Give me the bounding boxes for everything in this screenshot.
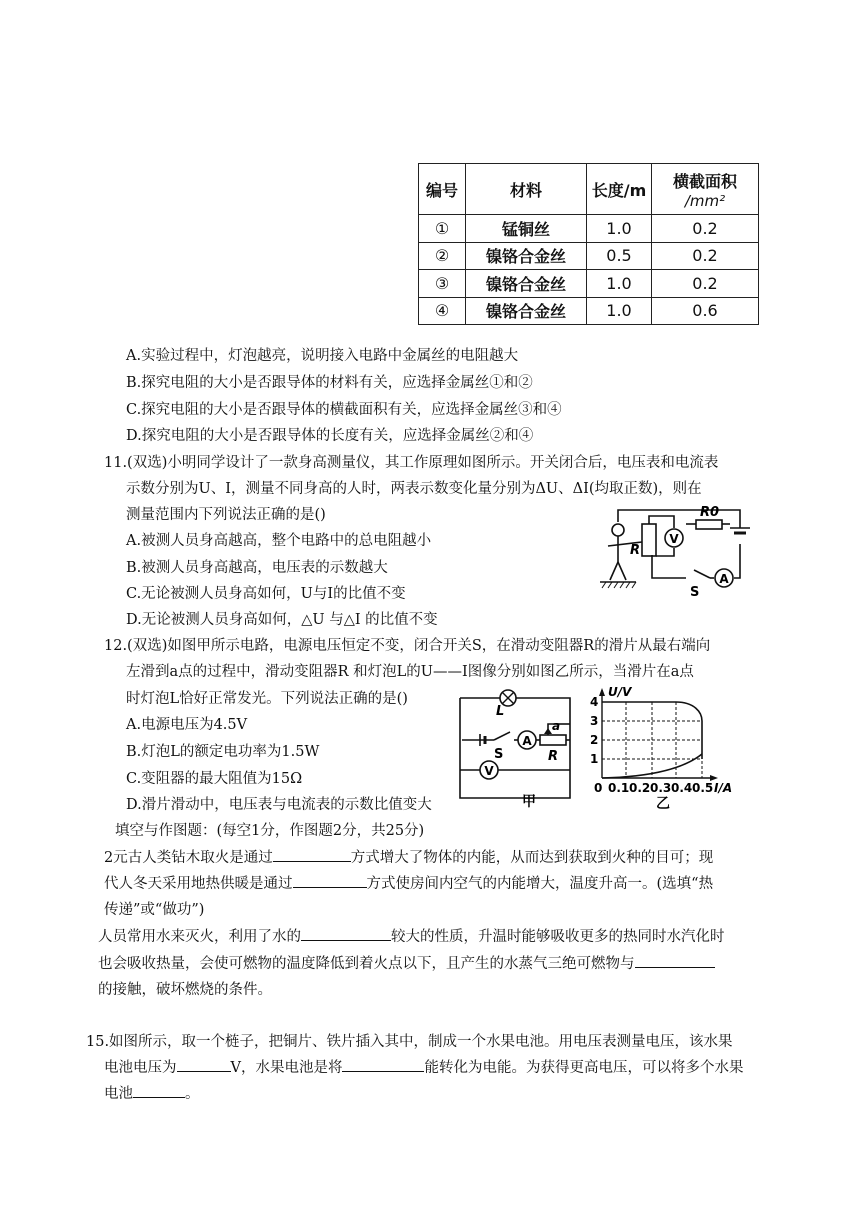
q13-line2 [104,872,713,893]
q12-option-c: C.变阻器的最大阻值为15Ω [126,771,303,787]
q14-text: 也会吸收热量，会使可燃物的温度降低到着火点以下，且产生的水蒸气三绝可燃物与 [98,956,635,972]
header-area-label: 横截面积 [672,171,737,191]
q13-text: 2元古人类钻木取火是通过 [104,850,273,866]
r0-label: R0 [700,505,720,520]
circuit-jia [452,688,578,808]
q15-text: 。 [185,1086,200,1102]
cell-length: 1.0 [587,270,652,298]
cell-length: 1.0 [587,297,652,325]
cell-material: 镍铬合金丝 [466,242,587,270]
q14-line3: 的接触，破坏燃烧的条件。 [98,982,272,998]
cell-area: 0.2 [652,242,759,270]
q12-option-a: A.电源电压为4.5V [126,717,248,733]
q14-line2 [98,952,715,973]
q11-option-c: C.无论被测人员身高如何，U与I的比值不变 [126,586,406,602]
q15-line2 [104,1056,743,1077]
q11-option-d: D.无论被测人员身高如何，△U 与△I 的比值不变 [126,612,438,628]
header-length: 长度/m [587,164,652,215]
height-meter-circuit [590,500,750,600]
q12-stem-line2: 左滑到a点的过程中，滑动变阻器R 和灯泡L的U——I图像分别如图乙所示，当滑片在a点 [126,664,694,680]
q12-stem-line1: 12.(双选)如图甲所示电路，电源电压恒定不变，闭合开关S，在滑动变阻器R的滑片从最右端向 [104,638,711,654]
ammeter-label: A [719,572,729,586]
table-row [419,297,759,325]
y-tick-label: 2 [590,733,599,747]
answer-blank[interactable] [293,873,367,888]
x-tick-label: 0.2 [629,781,651,795]
cell-area: 0.6 [652,297,759,325]
q11-stem-line2: 示数分别为U、I，测量不同身高的人时，两表示数变化量分别为ΔU、ΔI(均取正数)，则在 [126,481,702,497]
point-a-label: a [552,719,561,733]
q12-option-d: D.滑片滑动中，电压表与电流表的示数比值变大 [126,797,432,813]
cell-id: ③ [419,270,466,298]
wire-table [418,163,759,325]
cell-length: 0.5 [587,242,652,270]
q11-stem-line1: 11.(双选)小明同学设计了一款身高测量仪，其工作原理如图所示。开关闭合后，电压表和电流表 [104,455,719,471]
table-row [419,242,759,270]
switch-label: S [494,747,504,762]
cell-material: 镍铬合金丝 [466,297,587,325]
answer-blank[interactable] [635,953,715,968]
section-heading: 填空与作图题：(每空1分，作图题2分，共25分) [115,823,425,839]
q13-text: 代人冬天采用地热供暖是通过 [104,876,293,892]
cell-length: 1.0 [587,215,652,243]
header-material: 材料 [466,164,587,215]
voltmeter-label: V [669,532,679,546]
q12-stem-line3: 时灯泡L恰好正常发光。下列说法正确的是() [126,691,408,707]
cell-id: ② [419,242,466,270]
y-axis-label: U/V [608,685,632,699]
q15-line3 [104,1082,200,1103]
slider-arrow-icon [544,728,552,734]
answer-blank[interactable] [273,847,351,862]
q10-option-d: D.探究电阻的大小是否跟导体的长度有关，应选择金属丝②和④ [126,428,534,444]
answer-blank[interactable] [301,926,391,941]
y-axis-arrow-icon [599,688,605,696]
rheostat-label: R [630,543,641,558]
cell-area: 0.2 [652,270,759,298]
x-tick-label: 0.1 [608,781,630,795]
q13-line1 [104,846,713,867]
y-tick-label: 1 [590,752,599,766]
q11-option-b: B.被测人员身高越高，电压表的示数越大 [126,560,388,576]
cell-material: 锰铜丝 [466,215,587,243]
x-axis-label: I/A [714,781,733,795]
q13-text: 方式增大了物体的内能，从而达到获取到火种的目可；现 [350,850,714,866]
lamp-label: L [496,704,505,719]
q14-line1 [98,925,725,946]
y-tick-label: 4 [590,695,599,709]
answer-blank[interactable] [133,1083,185,1098]
q15-text: 电池 [104,1086,133,1102]
q12-option-b: B.灯泡L的额定电功率为1.5W [126,744,320,760]
header-area-unit: /mm² [684,191,726,210]
x-tick-label: 0.5 [692,781,714,795]
cell-area: 0.2 [652,215,759,243]
figure-caption-jia: 甲 [522,794,536,808]
ui-graph-yi [586,684,744,814]
cell-id: ④ [419,297,466,325]
q10-option-b: B.探究电阻的大小是否跟导体的材料有关，应选择金属丝①和② [126,375,533,391]
q13-text: 方式使房间内空气的内能增大，温度升高一。(选填“热 [366,876,714,892]
y-tick-label: 3 [590,714,599,728]
switch-label: S [690,585,700,600]
q14-text: 人员常用水来灭火，利用了水的 [98,929,301,945]
table-row [419,270,759,298]
answer-blank[interactable] [342,1057,424,1072]
q11-option-a: A.被测人员身高越高，整个电路中的总电阻越小 [126,533,432,549]
q13-line3: 传递”或“做功”) [104,902,205,918]
rheostat-label: R [548,749,559,764]
x-tick-label: 0.4 [671,781,693,795]
q10-option-a: A.实验过程中，灯泡越亮，说明接入电路中金属丝的电阻越大 [126,348,519,364]
q11-stem-line3: 测量范围内下列说法正确的是() [126,507,326,523]
x-tick-label: 0.3 [650,781,672,795]
q15-text: 电池电压为 [104,1060,177,1076]
figure-caption-yi: 乙 [656,796,670,812]
q15-text: 能转化为电能。为获得更高电压，可以将多个水果 [424,1060,744,1076]
cell-id: ① [419,215,466,243]
q15-line1: 15.如图所示，取一个梿子，把铜片、铁片插入其中，制成一个水果电池。用电压表测量电压，该水果 [86,1034,733,1050]
q10-option-c: C.探究电阻的大小是否跟导体的横截面积有关，应选择金属丝③和④ [126,402,562,418]
lamp-curve [602,702,702,759]
voltmeter-label: V [484,764,494,778]
header-id: 编号 [419,164,466,215]
q15-text: V，水果电池是将 [230,1060,343,1076]
x-tick-label: 0 [594,781,603,795]
cell-material: 镍铬合金丝 [466,270,587,298]
table-header-row [419,164,759,215]
q14-text: 较大的性质，升温时能够吸收更多的热同时水汽化时 [391,929,725,945]
answer-blank[interactable] [177,1057,231,1072]
ammeter-label: A [522,734,532,748]
table-row [419,215,759,243]
header-area [652,164,759,215]
